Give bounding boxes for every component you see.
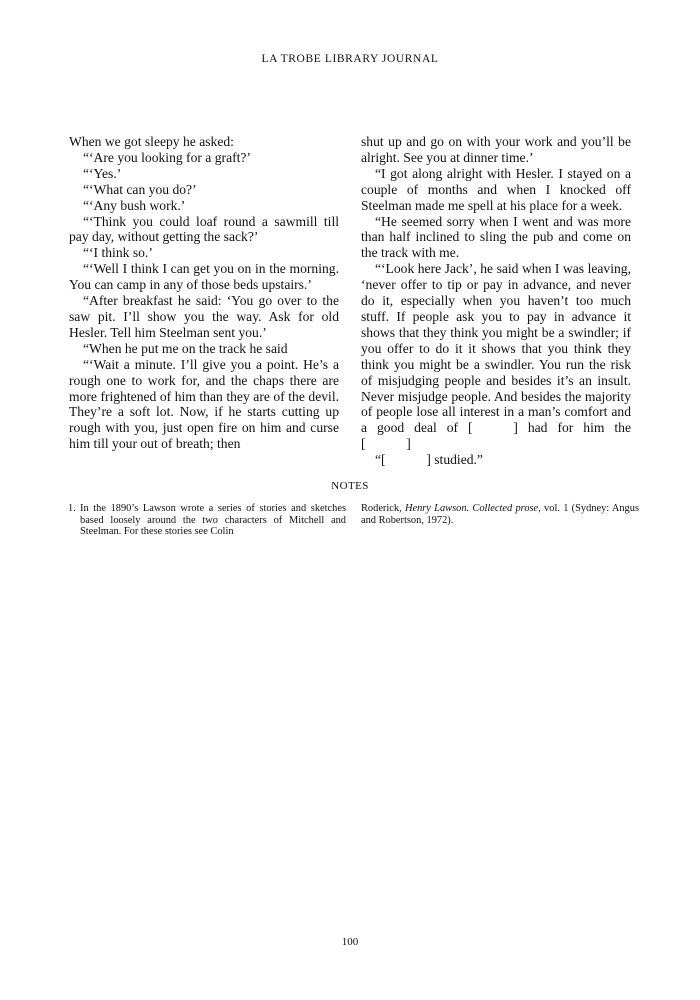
notes-heading: NOTES bbox=[331, 480, 369, 492]
note-text: In the 1890’s Lawson wrote a series of stories and sketches based loosely around the two characters of Mitchell and Steelman. For these stories see Colin bbox=[80, 503, 346, 538]
paragraph: “‘What can you do?’ bbox=[83, 181, 197, 197]
paragraph: “‘Are you looking for a graft?’ bbox=[83, 149, 251, 165]
paragraph: “‘Look here Jack’, he said when I was leaving, ‘never offer to tip or pay in advance, and never do it, especially when you haven’t too much stuff. If people ask you to pay in advance it shows that they think you might be a swindler; if you offer to do it it shows that you think they think you might be a swindler. You run the risk of misjudging people and besides it’s an insult. Never misjudge people. And besides the majority of people lose all interest in a man’s comfort and a good deal of [ ] had for him the [ ] bbox=[361, 261, 631, 452]
paragraph: “‘Think you could loaf round a sawmill till pay day, without getting the sack?’ bbox=[69, 213, 339, 245]
note-item bbox=[68, 503, 346, 538]
page-number: 100 bbox=[341, 936, 359, 948]
paragraph: shut up and go on with your work and you’ll be alright. See you at dinner time.’ bbox=[361, 134, 631, 165]
paragraph: “‘Wait a minute. I’ll give you a point. He’s a rough one to work for, and the chaps there are more frightened of him than they are of the devil. They’re a soft lot. Now, if he starts cutting up rough with you, just open fire on him and curse him till your out of breath; then bbox=[69, 356, 339, 452]
paragraph: “‘Well I think I can get you on in the morning. You can camp in any of those beds upstairs.’ bbox=[69, 261, 339, 293]
paragraph: “I got along alright with Hesler. I stayed on a couple of months and when I knocked off Steelman made me spell at his place for a week. bbox=[361, 165, 631, 213]
note-text: Roderick, bbox=[361, 503, 405, 514]
paragraph: When we got sleepy he asked: bbox=[69, 134, 234, 149]
body-column-left bbox=[69, 134, 339, 452]
body-column-right bbox=[361, 134, 631, 468]
note-book-title: Henry Lawson. Collected prose bbox=[404, 503, 539, 514]
paragraph: “After breakfast he said: ‘You go over to the saw pit. I’ll show you the way. Ask for old Hesler. Tell him Steelman sent you.’ bbox=[69, 293, 339, 340]
paragraph: “When he put me on the track he said bbox=[83, 340, 288, 356]
paragraph: “‘I think so.’ bbox=[83, 245, 153, 261]
note-text: , vol. 1 (Sydney: Angus and Robertson, 1972). bbox=[361, 503, 639, 526]
paragraph: “[ ] studied.” bbox=[375, 452, 483, 468]
paragraph: “‘Yes.’ bbox=[83, 165, 122, 181]
paragraph: “‘Any bush work.’ bbox=[83, 197, 186, 213]
note-continuation bbox=[361, 503, 639, 526]
paragraph: “He seemed sorry when I went and was more than half inclined to sling the pub and come on the track with me. bbox=[361, 213, 631, 261]
note-number: 1. bbox=[68, 503, 76, 514]
running-head: LA TROBE LIBRARY JOURNAL bbox=[261, 53, 439, 65]
